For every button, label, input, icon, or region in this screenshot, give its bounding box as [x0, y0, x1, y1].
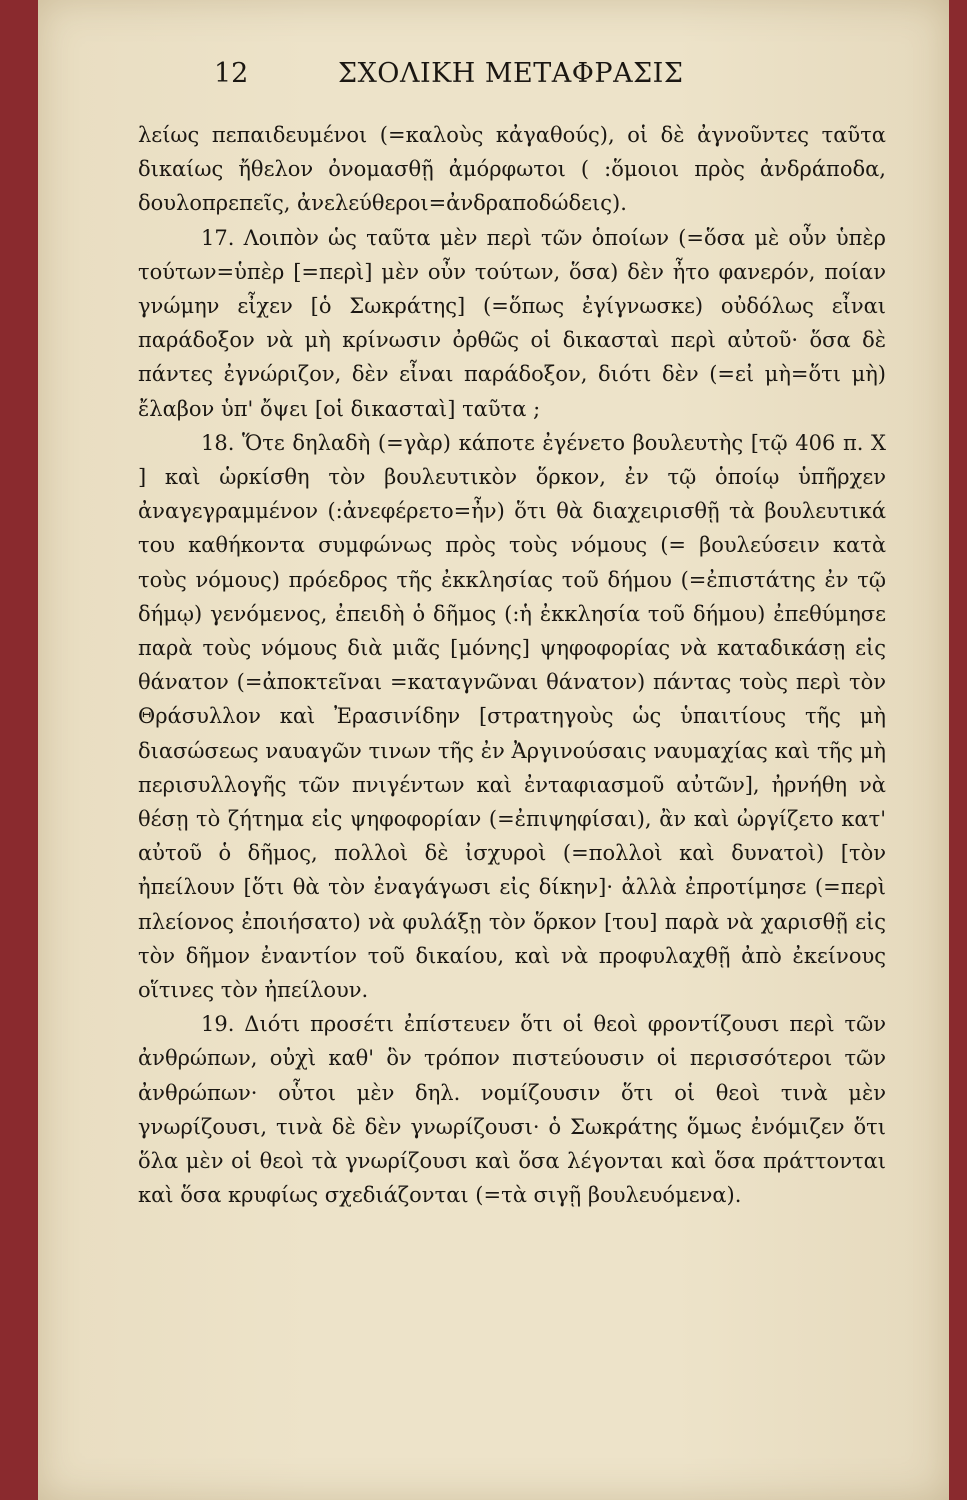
body-text: [138, 118, 886, 1213]
paragraph-18: 18. Ὅτε δηλαδὴ (=γὰρ) κάποτε ἐγένετο βουλευτὴς [τῷ 406 π. Χ ] καὶ ὡρκίσθη τὸν βουλευτικὸν ὅρκον, ἐν τῷ ὁποίῳ ὑπῆρχεν ἀναγεγραμμένον (:ἀνεφέρετο=ἦν) ὅτι θὰ διαχειρισθῇ τὰ βουλευτικά του καθήκοντα συμφώνως πρὸς τοὺς νόμους (= βουλεύσειν κατὰ τοὺς νόμους) πρόεδρος τῆς ἐκκλησίας τοῦ δήμου (=ἐπιστάτης ἐν τῷ δήμῳ) γενόμενος, ἐπειδὴ ὁ δῆμος (:ἡ ἐκκλησία τοῦ δήμου) ἐπεθύμησε παρὰ τοὺς νόμους διὰ μιᾶς [μόνης] ψηφοφορίας νὰ καταδικάσῃ εἰς θάνατον (=ἀποκτεῖναι =καταγνῶναι θάνατον) πάντας τοὺς περὶ τὸν Θράσυλλον καὶ Ἐρασινίδην [στρατηγοὺς ὡς ὑπαιτίους τῆς μὴ διασώσεως ναυαγῶν τινων τῆς ἐν Ἀργινούσαις ναυμαχίας καὶ τῆς μὴ περισυλλογῆς τῶν πνιγέντων καὶ ἐνταφιασμοῦ αὐτῶν], ἠρνήθη νὰ θέσῃ τὸ ζήτημα εἰς ψηφοφορίαν (=ἐπιψηφίσαι), ἂν καὶ ὠργίζετο κατ' αὐτοῦ ὁ δῆμος, πολλοὶ δὲ ἰσχυροὶ (=πολλοὶ καὶ δυνατοὶ) [τὸν ἠπείλουν [ὅτι θὰ τὸν ἐναγάγωσι εἰς δίκην]· ἀλλὰ ἐπροτίμησε (=περὶ πλείονος ἐποιήσατο) νὰ φυλάξῃ τὸν ὅρκον [του] παρὰ νὰ χαρισθῇ εἰς τὸν δῆμον ἐναντίον τοῦ δικαίου, καὶ νὰ προφυλαχθῇ ἀπὸ ἐκείνους οἵτινες τὸν ἠπείλουν.: [138, 430, 886, 1003]
paragraph-17: 17. Λοιπὸν ὡς ταῦτα μὲν περὶ τῶν ὁποίων (=ὅσα μὲ οὖν ὑπὲρ τούτων=ὑπὲρ [=περὶ] μὲν οὖν τούτων, ὅσα) δὲν ἦτο φανερόν, ποίαν γνώμην εἶχεν [ὁ Σωκράτης] (=ὅπως ἐγίγνωσκε) οὐδόλως εἶναι παράδοξον νὰ μὴ κρίνωσιν ὀρθῶς οἱ δικασταὶ περὶ αὐτοῦ· ὅσα δὲ πάντες ἐγνώριζον, δὲν εἶναι παράδοξον, διότι δὲν (=εἰ μὴ=ὅτι μὴ) ἔλαβον ὑπ' ὄψει [οἱ δικασταὶ] ταῦτα ;: [138, 225, 886, 421]
running-title: ΣΧΟΛΙΚΗ ΜΕΤΑΦΡΑΣΙΣ: [338, 58, 684, 89]
page-header: [38, 58, 949, 98]
book-page: [38, 0, 949, 1500]
paragraph-continuation: λείως πεπαιδευμένοι (=καλοὺς κἀγαθούς), οἱ δὲ ἀγνοῦντες ταῦτα δικαίως ἤθελον ὀνομασθῇ ἀμόρφωτοι ( :ὅμοιοι πρὸς ἀνδράποδα, δουλοπρεπεῖς, ἀνελεύθεροι=ἀνδραποδώδεις).: [138, 123, 886, 216]
paragraph-19: 19. Διότι προσέτι ἐπίστευεν ὅτι οἱ θεοὶ φροντίζουσι περὶ τῶν ἀνθρώπων, οὐχὶ καθ' ὃν τρόπον πιστεύουσιν οἱ περισσότεροι τῶν ἀνθρώπων· οὗτοι μὲν δηλ. νομίζουσιν ὅτι οἱ θεοὶ τινὰ μὲν γνωρίζουσι, τινὰ δὲ δὲν γνωρίζουσι· ὁ Σωκράτης ὅμως ἐνόμιζεν ὅτι ὅλα μὲν οἱ θεοὶ τὰ γνωρίζουσι καὶ ὅσα λέγονται καὶ ὅσα πράττονται καὶ ὅσα κρυφίως σχεδιάζονται (=τὰ σιγῇ βουλευόμενα).: [138, 1012, 886, 1208]
page-number: 12: [214, 58, 249, 89]
